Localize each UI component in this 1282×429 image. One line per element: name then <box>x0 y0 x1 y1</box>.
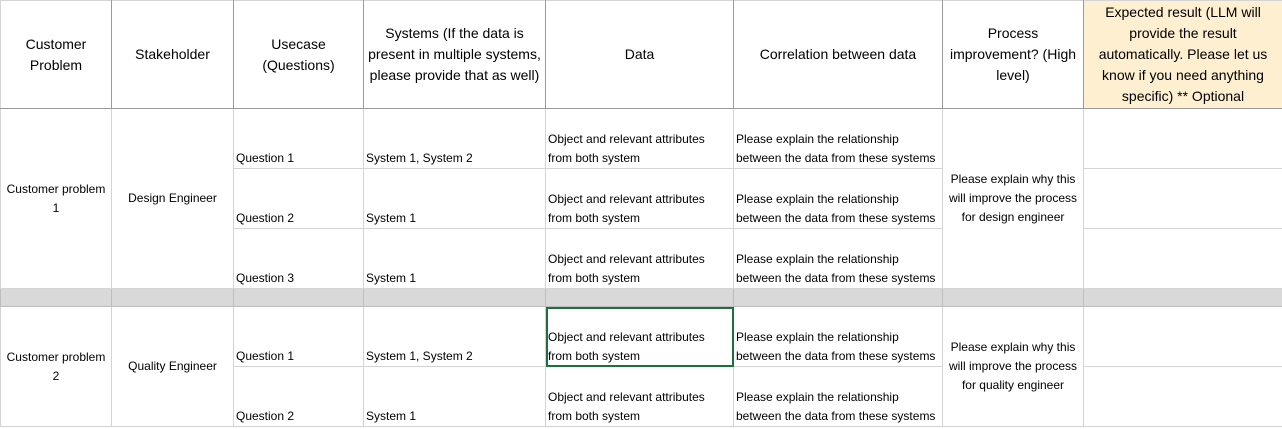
separator-cell[interactable] <box>234 289 364 307</box>
header-data[interactable]: Data <box>546 1 734 109</box>
data-cell-selected[interactable]: Object and relevant attributes from both system <box>546 307 734 367</box>
correlation-cell[interactable]: Please explain the relationship between the data from these systems <box>734 109 943 169</box>
separator-cell[interactable] <box>112 289 234 307</box>
expected-result-cell[interactable] <box>1084 367 1282 427</box>
data-cell[interactable]: Object and relevant attributes from both system <box>546 229 734 289</box>
customer-problem-cell[interactable]: Customer problem 1 <box>1 109 112 289</box>
correlation-cell[interactable]: Please explain the relationship between the data from these systems <box>734 169 943 229</box>
systems-cell[interactable]: System 1 <box>364 229 546 289</box>
correlation-cell[interactable]: Please explain the relationship between the data from these systems <box>734 229 943 289</box>
systems-cell[interactable]: System 1 <box>364 169 546 229</box>
separator-cell[interactable] <box>1 289 112 307</box>
stakeholder-cell[interactable]: Design Engineer <box>112 109 234 289</box>
systems-cell[interactable]: System 1, System 2 <box>364 109 546 169</box>
process-improvement-cell[interactable]: Please explain why this will improve the process for quality engineer <box>943 307 1084 427</box>
separator-row <box>1 289 1282 307</box>
expected-result-cell[interactable] <box>1084 307 1282 367</box>
expected-result-cell[interactable] <box>1084 109 1282 169</box>
header-stakeholder[interactable]: Stakeholder <box>112 1 234 109</box>
data-cell[interactable]: Object and relevant attributes from both system <box>546 169 734 229</box>
stakeholder-cell[interactable]: Quality Engineer <box>112 307 234 427</box>
separator-cell[interactable] <box>1084 289 1282 307</box>
header-systems[interactable]: Systems (If the data is present in multiple systems, please provide that as well) <box>364 1 546 109</box>
header-customer-problem[interactable]: Customer Problem <box>1 1 112 109</box>
systems-cell[interactable]: System 1, System 2 <box>364 307 546 367</box>
separator-cell[interactable] <box>734 289 943 307</box>
data-cell[interactable]: Object and relevant attributes from both system <box>546 109 734 169</box>
table-row <box>1 109 1282 169</box>
customer-problem-cell[interactable]: Customer problem 2 <box>1 307 112 427</box>
systems-cell[interactable]: System 1 <box>364 367 546 427</box>
question-cell[interactable]: Question 1 <box>234 109 364 169</box>
correlation-cell[interactable]: Please explain the relationship between the data from these systems <box>734 307 943 367</box>
question-cell[interactable]: Question 1 <box>234 307 364 367</box>
header-row <box>1 1 1282 109</box>
header-process-improvement[interactable]: Process improvement? (High level) <box>943 1 1084 109</box>
question-cell[interactable]: Question 2 <box>234 367 364 427</box>
separator-cell[interactable] <box>364 289 546 307</box>
process-improvement-cell[interactable]: Please explain why this will improve the process for design engineer <box>943 109 1084 289</box>
data-cell[interactable]: Object and relevant attributes from both system <box>546 367 734 427</box>
correlation-cell[interactable]: Please explain the relationship between the data from these systems <box>734 367 943 427</box>
header-expected-result[interactable]: Expected result (LLM will provide the result automatically. Please let us know if you need anything specific) ** Optional <box>1084 1 1282 109</box>
separator-cell[interactable] <box>943 289 1084 307</box>
expected-result-cell[interactable] <box>1084 229 1282 289</box>
table-row <box>1 307 1282 367</box>
header-usecase[interactable]: Usecase (Questions) <box>234 1 364 109</box>
separator-cell[interactable] <box>546 289 734 307</box>
question-cell[interactable]: Question 3 <box>234 229 364 289</box>
question-cell[interactable]: Question 2 <box>234 169 364 229</box>
expected-result-cell[interactable] <box>1084 169 1282 229</box>
header-correlation[interactable]: Correlation between data <box>734 1 943 109</box>
